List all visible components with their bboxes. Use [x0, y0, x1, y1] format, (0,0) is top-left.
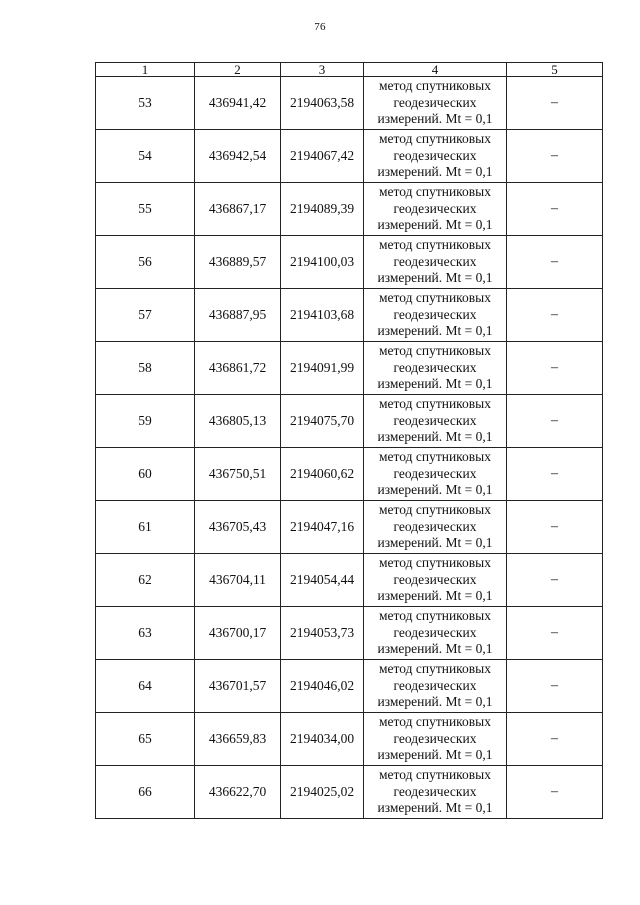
coordinate-x-cell: 436705,43: [195, 501, 281, 554]
coordinate-y-cell: 2194047,16: [281, 501, 364, 554]
method-line: измерений. Mt = 0,1: [377, 164, 493, 180]
note-cell: –: [507, 554, 603, 607]
note-cell: –: [507, 501, 603, 554]
method-line: измерений. Mt = 0,1: [377, 800, 493, 816]
point-number-cell: 57: [96, 289, 195, 342]
table-header-row: [96, 63, 603, 77]
point-number-cell: 59: [96, 395, 195, 448]
coordinate-x-cell: 436887,95: [195, 289, 281, 342]
method-line: метод спутниковых: [379, 237, 491, 253]
table-row: [96, 183, 603, 236]
method-line: геодезических: [393, 359, 477, 375]
method-cell: [364, 77, 507, 130]
method-cell: [364, 130, 507, 183]
method-line: измерений. Mt = 0,1: [377, 482, 493, 498]
point-number-cell: 65: [96, 713, 195, 766]
method-line: метод спутниковых: [379, 714, 491, 730]
table-row: [96, 130, 603, 183]
method-line: измерений. Mt = 0,1: [377, 111, 493, 127]
method-line: измерений. Mt = 0,1: [377, 429, 493, 445]
method-line: геодезических: [393, 147, 477, 163]
method-line: измерений. Mt = 0,1: [377, 270, 493, 286]
point-number-cell: 62: [96, 554, 195, 607]
point-number-cell: 60: [96, 448, 195, 501]
coordinate-y-cell: 2194063,58: [281, 77, 364, 130]
coordinate-y-cell: 2194046,02: [281, 660, 364, 713]
note-cell: –: [507, 289, 603, 342]
table-row: [96, 554, 603, 607]
coordinate-y-cell: 2194103,68: [281, 289, 364, 342]
column-header: 2: [195, 63, 281, 77]
method-line: метод спутниковых: [379, 555, 491, 571]
point-number-cell: 63: [96, 607, 195, 660]
method-line: геодезических: [393, 200, 477, 216]
method-line: метод спутниковых: [379, 661, 491, 677]
coordinate-x-cell: 436701,57: [195, 660, 281, 713]
point-number-cell: 53: [96, 77, 195, 130]
coordinate-y-cell: 2194089,39: [281, 183, 364, 236]
method-line: измерений. Mt = 0,1: [377, 588, 493, 604]
table-row: [96, 501, 603, 554]
method-line: метод спутниковых: [379, 184, 491, 200]
coordinate-y-cell: 2194025,02: [281, 766, 364, 819]
method-line: геодезических: [393, 412, 477, 428]
method-line: измерений. Mt = 0,1: [377, 747, 493, 763]
coordinate-y-cell: 2194034,00: [281, 713, 364, 766]
method-cell: [364, 766, 507, 819]
method-line: геодезических: [393, 465, 477, 481]
point-number-cell: 58: [96, 342, 195, 395]
method-line: геодезических: [393, 783, 477, 799]
method-line: метод спутниковых: [379, 131, 491, 147]
table-row: [96, 342, 603, 395]
table-row: [96, 660, 603, 713]
coordinate-y-cell: 2194054,44: [281, 554, 364, 607]
coordinates-table: [95, 62, 603, 819]
method-cell: [364, 448, 507, 501]
method-cell: [364, 607, 507, 660]
method-line: геодезических: [393, 306, 477, 322]
table-row: [96, 713, 603, 766]
coordinate-x-cell: 436700,17: [195, 607, 281, 660]
table-row: [96, 766, 603, 819]
method-line: измерений. Mt = 0,1: [377, 376, 493, 392]
method-line: геодезических: [393, 677, 477, 693]
point-number-cell: 64: [96, 660, 195, 713]
table-row: [96, 395, 603, 448]
point-number-cell: 55: [96, 183, 195, 236]
method-cell: [364, 395, 507, 448]
note-cell: –: [507, 607, 603, 660]
note-cell: –: [507, 766, 603, 819]
coordinate-x-cell: 436659,83: [195, 713, 281, 766]
coordinate-x-cell: 436867,17: [195, 183, 281, 236]
method-line: метод спутниковых: [379, 396, 491, 412]
method-line: метод спутниковых: [379, 343, 491, 359]
method-line: измерений. Mt = 0,1: [377, 323, 493, 339]
table-row: [96, 77, 603, 130]
coordinate-x-cell: 436889,57: [195, 236, 281, 289]
column-header: 1: [96, 63, 195, 77]
note-cell: –: [507, 395, 603, 448]
note-cell: –: [507, 342, 603, 395]
method-cell: [364, 289, 507, 342]
coordinate-x-cell: 436704,11: [195, 554, 281, 607]
note-cell: –: [507, 236, 603, 289]
method-line: геодезических: [393, 253, 477, 269]
method-line: метод спутниковых: [379, 449, 491, 465]
page-number: 76: [314, 21, 326, 33]
point-number-cell: 56: [96, 236, 195, 289]
method-cell: [364, 342, 507, 395]
coordinate-x-cell: 436805,13: [195, 395, 281, 448]
coordinate-x-cell: 436942,54: [195, 130, 281, 183]
method-cell: [364, 501, 507, 554]
coordinate-y-cell: 2194075,70: [281, 395, 364, 448]
coordinate-x-cell: 436861,72: [195, 342, 281, 395]
method-line: измерений. Mt = 0,1: [377, 217, 493, 233]
method-line: геодезических: [393, 730, 477, 746]
method-cell: [364, 554, 507, 607]
method-line: геодезических: [393, 571, 477, 587]
method-cell: [364, 713, 507, 766]
method-line: метод спутниковых: [379, 608, 491, 624]
note-cell: –: [507, 77, 603, 130]
note-cell: –: [507, 660, 603, 713]
method-cell: [364, 236, 507, 289]
coordinate-y-cell: 2194091,99: [281, 342, 364, 395]
method-cell: [364, 660, 507, 713]
point-number-cell: 61: [96, 501, 195, 554]
table-row: [96, 289, 603, 342]
method-line: метод спутниковых: [379, 290, 491, 306]
coordinate-y-cell: 2194067,42: [281, 130, 364, 183]
column-header: 5: [507, 63, 603, 77]
method-line: измерений. Mt = 0,1: [377, 535, 493, 551]
method-line: метод спутниковых: [379, 767, 491, 783]
method-line: измерений. Mt = 0,1: [377, 641, 493, 657]
coordinate-x-cell: 436622,70: [195, 766, 281, 819]
table-row: [96, 448, 603, 501]
method-line: геодезических: [393, 624, 477, 640]
method-line: геодезических: [393, 518, 477, 534]
coordinate-y-cell: 2194053,73: [281, 607, 364, 660]
note-cell: –: [507, 713, 603, 766]
method-line: метод спутниковых: [379, 78, 491, 94]
table-row: [96, 236, 603, 289]
table-row: [96, 607, 603, 660]
coordinate-y-cell: 2194100,03: [281, 236, 364, 289]
coordinate-x-cell: 436750,51: [195, 448, 281, 501]
note-cell: –: [507, 183, 603, 236]
column-header: 4: [364, 63, 507, 77]
note-cell: –: [507, 448, 603, 501]
column-header: 3: [281, 63, 364, 77]
method-line: измерений. Mt = 0,1: [377, 694, 493, 710]
coordinate-y-cell: 2194060,62: [281, 448, 364, 501]
method-cell: [364, 183, 507, 236]
point-number-cell: 54: [96, 130, 195, 183]
method-line: геодезических: [393, 94, 477, 110]
point-number-cell: 66: [96, 766, 195, 819]
method-line: метод спутниковых: [379, 502, 491, 518]
table-body: [96, 77, 603, 819]
note-cell: –: [507, 130, 603, 183]
coordinate-x-cell: 436941,42: [195, 77, 281, 130]
